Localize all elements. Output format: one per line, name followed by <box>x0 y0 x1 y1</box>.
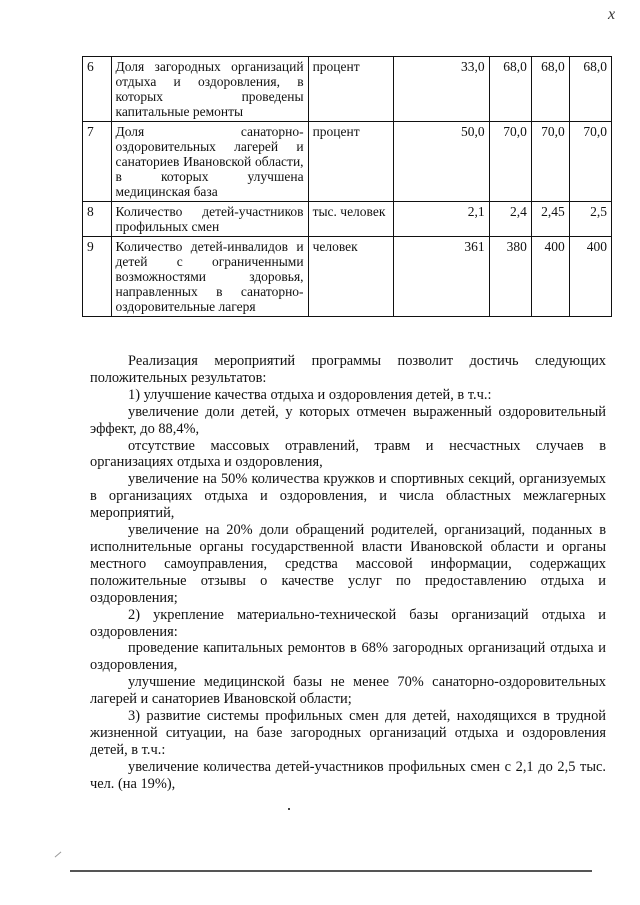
table-row <box>83 57 612 122</box>
value-cell: 68,0 <box>489 57 531 122</box>
indicators-table <box>82 56 612 317</box>
value-cell: 2,45 <box>531 202 569 237</box>
bottom-scan-edge <box>70 870 592 872</box>
paragraph-intro: Реализация мероприятий программы позволит достичь следующих положительных результатов: <box>90 353 606 386</box>
paragraph-item-1: 1) улучшение качества отдыха и оздоровления детей, в т.ч.: <box>128 386 492 403</box>
value-cell: 2,4 <box>489 202 531 237</box>
indicator-name: Доля санаторно-оздоровительных лагерей и санаториев Ивановской области, в которых улучшена медицинская база <box>111 122 308 202</box>
value-cell: 2,1 <box>393 202 489 237</box>
scan-artifact <box>288 808 290 810</box>
paragraph: улучшение медицинской базы не менее 70% санаторно-оздоровительных лагерей и санаториев Ивановской области; <box>90 674 606 708</box>
paragraph: увеличение на 20% доли обращений родителей, организаций, поданных в исполнительные органы государственной власти Ивановской области и органы местного самоуправления, средства массовой информации, содержащих положительные отзывы о качестве услуг по предоставлению отдыха и оздоровления; <box>90 522 606 606</box>
value-cell: 380 <box>489 237 531 317</box>
page-corner-mark: х <box>608 6 616 23</box>
table-row <box>83 202 612 237</box>
paragraph-item-3: 3) развитие системы профильных смен для детей, находящихся в трудной жизненной ситуации, на базе загородных организаций отдыха и оздоровления детей, в т.ч.: <box>90 708 606 758</box>
indicator-name: Количество детей-инвалидов и детей с ограниченными возможностями здоровья, направленных в санаторно-оздоровительные лагеря <box>111 237 308 317</box>
indicator-name: Доля загородных организаций отдыха и оздоровления, в которых проведены капитальные ремонты <box>111 57 308 122</box>
value-cell: 400 <box>531 237 569 317</box>
row-number: 7 <box>83 122 112 202</box>
table-row <box>83 122 612 202</box>
paragraph: увеличение на 50% количества кружков и спортивных секций, организуемых в организациях отдыха и оздоровления, и числа областных межлагерных мероприятий, <box>90 471 606 522</box>
value-cell: 68,0 <box>569 57 611 122</box>
row-number: 6 <box>83 57 112 122</box>
row-number: 9 <box>83 237 112 317</box>
paragraph: отсутствие массовых отравлений, травм и несчастных случаев в организациях отдыха и оздоровления, <box>90 437 606 471</box>
paragraph-item-2: 2) укрепление материально-технической базы организаций отдыха и оздоровления: <box>90 606 606 640</box>
value-cell: 400 <box>569 237 611 317</box>
row-number: 8 <box>83 202 112 237</box>
table-row <box>83 237 612 317</box>
paragraph: проведение капитальных ремонтов в 68% загородных организаций отдыха и оздоровления, <box>90 640 606 674</box>
scan-artifact <box>55 852 62 858</box>
indicator-name: Количество детей-участников профильных смен <box>111 202 308 237</box>
unit-cell: процент <box>308 57 393 122</box>
results-text <box>90 353 606 793</box>
value-cell: 361 <box>393 237 489 317</box>
value-cell: 33,0 <box>393 57 489 122</box>
unit-cell: тыс. человек <box>308 202 393 237</box>
unit-cell: человек <box>308 237 393 317</box>
value-cell: 70,0 <box>489 122 531 202</box>
paragraph: увеличение количества детей-участников профильных смен с 2,1 до 2,5 тыс. чел. (на 19%), <box>90 758 606 792</box>
value-cell: 70,0 <box>569 122 611 202</box>
value-cell: 68,0 <box>531 57 569 122</box>
value-cell: 50,0 <box>393 122 489 202</box>
value-cell: 2,5 <box>569 202 611 237</box>
paragraph: увеличение доли детей, у которых отмечен выраженный оздоровительный эффект, до 88,4%, <box>90 403 606 437</box>
unit-cell: процент <box>308 122 393 202</box>
value-cell: 70,0 <box>531 122 569 202</box>
